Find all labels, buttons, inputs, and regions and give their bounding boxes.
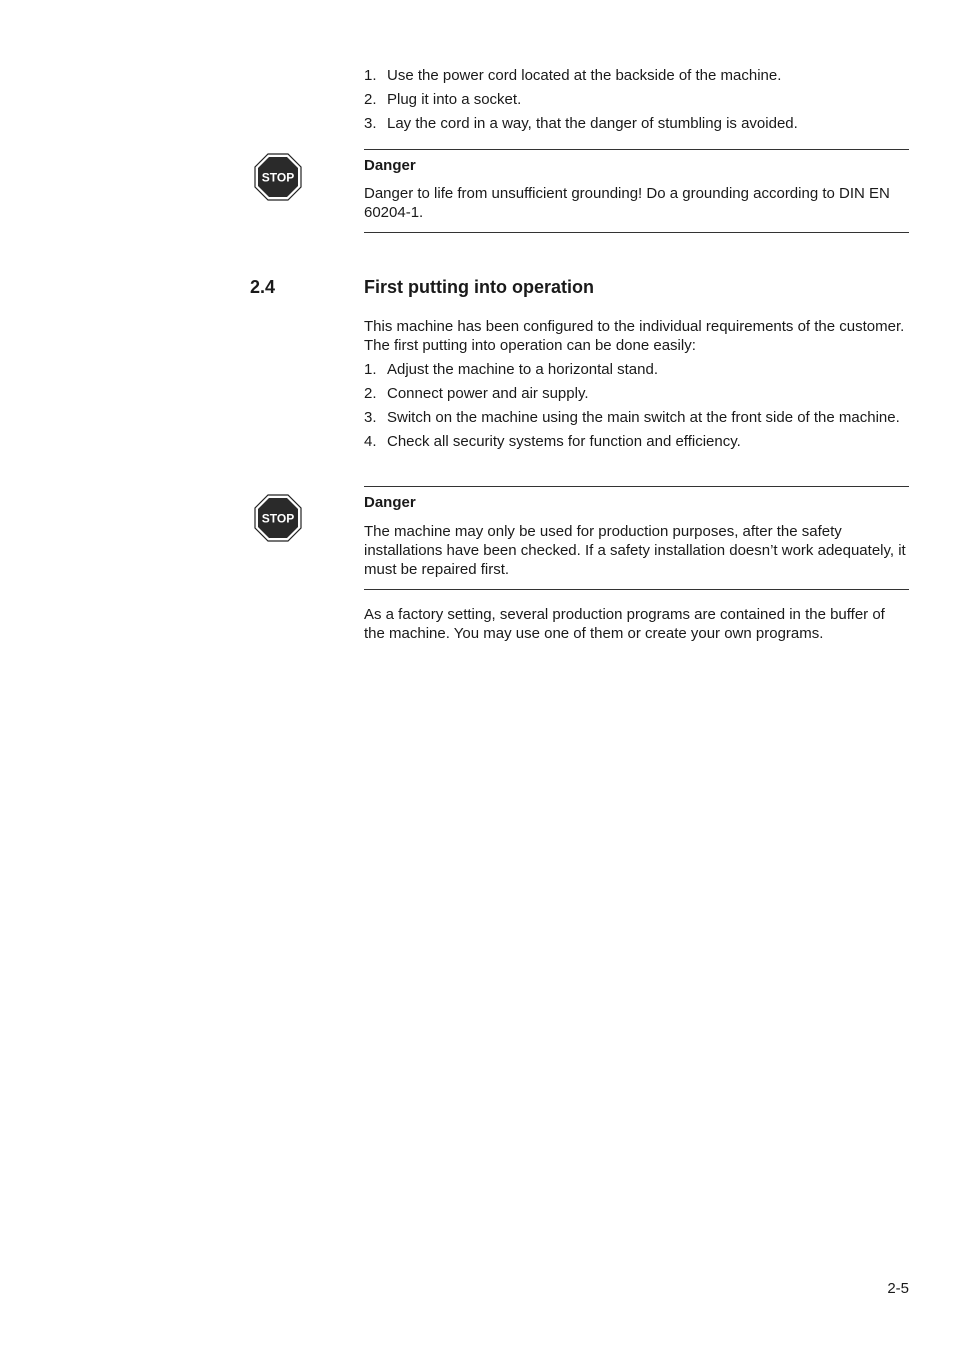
section-number: 2.4: [250, 277, 276, 297]
step-text: Switch on the machine using the main switch at the front side of the machine.: [387, 409, 900, 426]
step-text: Use the power cord located at the backside of the machine.: [387, 67, 782, 84]
list-item: [364, 66, 909, 85]
step-text: Lay the cord in a way, that the danger of stumbling is avoided.: [387, 115, 798, 132]
step-text: Connect power and air supply.: [387, 385, 589, 402]
list-item: [364, 114, 909, 133]
list-item: [364, 384, 909, 403]
stop-sign-text: STOP: [261, 170, 295, 185]
danger-top-rule: [364, 149, 909, 150]
step-text: Adjust the machine to a horizontal stand.: [387, 361, 658, 378]
step-number: 1.: [364, 361, 377, 378]
step-text: Check all security systems for function and efficiency.: [387, 433, 741, 450]
danger-label: Danger: [364, 157, 416, 174]
list-item: [364, 408, 909, 427]
section-intro-text: This machine has been configured to the individual requirements of the customer. The first putting into operation can be done easily:: [364, 318, 905, 354]
section-steps-list: [364, 360, 909, 451]
stop-sign-icon: [254, 153, 302, 201]
danger-bottom-rule: [364, 232, 909, 233]
step-number: 2.: [364, 91, 377, 108]
step-text: Plug it into a socket.: [387, 91, 522, 108]
danger-label: Danger: [364, 494, 416, 511]
step-number: 2.: [364, 385, 377, 402]
stop-sign-icon: [254, 494, 302, 542]
section-title: First putting into operation: [364, 277, 594, 297]
list-item: [364, 432, 909, 451]
page-number: 2-5: [887, 1280, 909, 1297]
step-number: 3.: [364, 409, 377, 426]
list-item: [364, 360, 909, 379]
stop-sign-text: STOP: [261, 511, 295, 526]
list-item: [364, 90, 909, 109]
closing-paragraph: As a factory setting, several production programs are contained in the buffer of the machine. You may use one of them or create your own programs.: [364, 606, 885, 642]
danger-text: Danger to life from unsufficient grounding! Do a grounding according to DIN EN 60204-1.: [364, 185, 890, 221]
intro-steps-list: [364, 66, 909, 133]
step-number: 3.: [364, 115, 377, 132]
danger-text: The machine may only be used for production purposes, after the safety installations have been checked. If a safety installation doesn’t work adequately, it must be repaired first.: [364, 523, 906, 578]
step-number: 1.: [364, 67, 377, 84]
danger-bottom-rule: [364, 589, 909, 590]
danger-top-rule: [364, 486, 909, 487]
step-number: 4.: [364, 433, 377, 450]
